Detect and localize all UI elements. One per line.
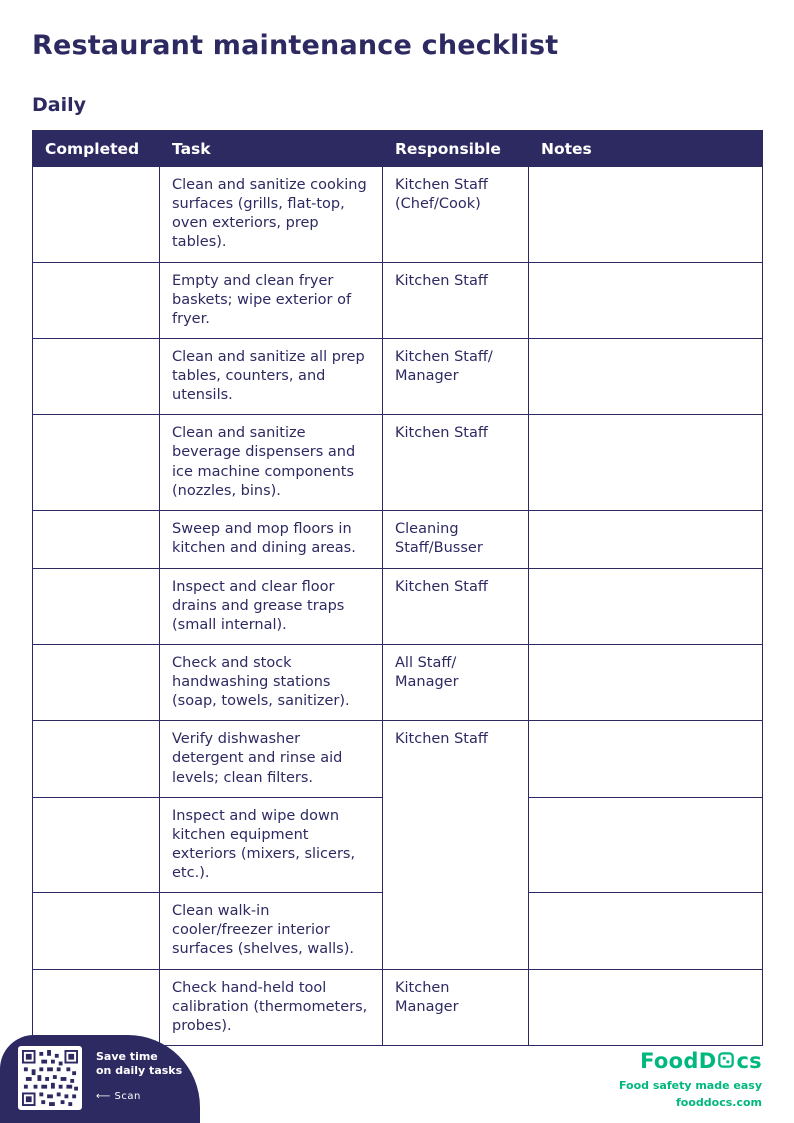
logo-text-right: cs (736, 1049, 762, 1073)
table-row (33, 969, 763, 1045)
task-cell: Inspect and clear floor drains and grease traps (small internal). (160, 568, 383, 644)
task-cell: Clean walk-in cooler/freezer interior surfaces (shelves, walls). (160, 893, 383, 969)
qr-code-icon (18, 1046, 82, 1110)
task-cell: Check and stock handwashing stations (soap, towels, sanitizer). (160, 644, 383, 720)
completed-cell[interactable] (33, 511, 160, 568)
completed-cell[interactable] (33, 721, 160, 797)
task-cell: Clean and sanitize all prep tables, counters, and utensils. (160, 338, 383, 414)
table-header-row (33, 131, 763, 167)
responsible-cell-merged: Kitchen Staff (383, 721, 529, 969)
promo-badge (0, 1035, 200, 1123)
task-cell: Clean and sanitize cooking surfaces (grills, flat-top, oven exteriors, prep tables). (160, 167, 383, 263)
table-row (33, 338, 763, 414)
promo-text (96, 1050, 182, 1102)
notes-cell[interactable] (529, 797, 763, 893)
responsible-cell: Kitchen Manager (383, 969, 529, 1045)
completed-cell[interactable] (33, 568, 160, 644)
notes-cell[interactable] (529, 415, 763, 511)
notes-cell[interactable] (529, 644, 763, 720)
responsible-cell: Kitchen Staff/ Manager (383, 338, 529, 414)
logo-text-left: FoodD (640, 1049, 717, 1073)
promo-line-1: Save time (96, 1050, 158, 1063)
responsible-cell: All Staff/ Manager (383, 644, 529, 720)
notes-cell[interactable] (529, 721, 763, 797)
completed-cell[interactable] (33, 644, 160, 720)
completed-cell[interactable] (33, 893, 160, 969)
notes-cell[interactable] (529, 568, 763, 644)
brand-block (619, 1049, 762, 1109)
table-row (33, 721, 763, 797)
notes-cell[interactable] (529, 969, 763, 1045)
brand-tagline: Food safety made easy (618, 1079, 762, 1092)
table-row (33, 568, 763, 644)
task-cell: Check hand-held tool calibration (thermometers, probes). (160, 969, 383, 1045)
notes-cell[interactable] (529, 511, 763, 568)
task-cell: Empty and clean fryer baskets; wipe exterior of fryer. (160, 262, 383, 338)
completed-cell[interactable] (33, 415, 160, 511)
responsible-cell: Kitchen Staff (Chef/Cook) (383, 167, 529, 263)
task-cell: Clean and sanitize beverage dispensers and ice machine components (nozzles, bins). (160, 415, 383, 511)
responsible-cell: Kitchen Staff (383, 415, 529, 511)
notes-cell[interactable] (529, 338, 763, 414)
responsible-cell: Kitchen Staff (383, 568, 529, 644)
page-title: Restaurant maintenance checklist (32, 30, 559, 61)
brand-url[interactable]: fooddocs.com (676, 1096, 762, 1109)
table-row (33, 262, 763, 338)
header-completed: Completed (33, 131, 160, 167)
completed-cell[interactable] (33, 797, 160, 893)
completed-cell[interactable] (33, 969, 160, 1045)
completed-cell[interactable] (33, 167, 160, 263)
notes-cell[interactable] (529, 167, 763, 263)
table-row (33, 415, 763, 511)
header-notes: Notes (529, 131, 763, 167)
header-responsible: Responsible (383, 131, 529, 167)
completed-cell[interactable] (33, 338, 160, 414)
promo-line-2: on daily tasks (96, 1064, 183, 1077)
task-cell: Sweep and mop floors in kitchen and dining areas. (160, 511, 383, 568)
header-task: Task (160, 131, 383, 167)
section-title: Daily (32, 94, 87, 116)
responsible-cell: Kitchen Staff (383, 262, 529, 338)
table-row (33, 167, 763, 263)
qr-glyph-icon (717, 1049, 735, 1073)
scan-label: ⟵ Scan (96, 1091, 141, 1102)
table-row (33, 511, 763, 568)
table-row (33, 644, 763, 720)
checklist-table (32, 130, 763, 1046)
completed-cell[interactable] (33, 262, 160, 338)
responsible-cell: Cleaning Staff/Busser (383, 511, 529, 568)
task-cell: Inspect and wipe down kitchen equipment exteriors (mixers, slicers, etc.). (160, 797, 383, 893)
fooddocs-logo (640, 1049, 762, 1073)
notes-cell[interactable] (529, 893, 763, 969)
task-cell: Verify dishwasher detergent and rinse aid levels; clean filters. (160, 721, 383, 797)
notes-cell[interactable] (529, 262, 763, 338)
